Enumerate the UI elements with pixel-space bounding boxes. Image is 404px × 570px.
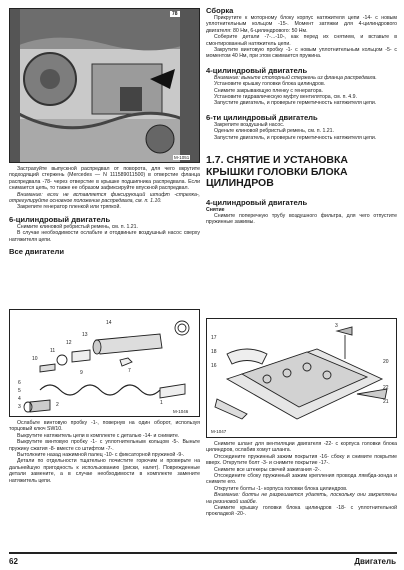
paragraph: Снимите поперечную трубу воздушного фильтра, для чего отпустите пружинные зажимы. (206, 213, 397, 226)
paragraph: Застрахуйте выпускной распредвал от поворота, для чего вкрутите подходящий стержень (Mercedes — N 111589011500) в отверстие фланца распредвала -78- через отверстие в крышке подшипника распредвала. Если снимается цепь, то также ее образом зафиксируйте впускной распредвал. (9, 166, 200, 192)
paragraph: Снимите закрывающую пленку с генератора. (214, 87, 323, 94)
part-label: 5 (18, 388, 21, 394)
paragraph: Выкрутите винтовую пробку -1- с уплотнительным кольцом -5-. Выньте пружину сжатия -8- вместе со штифтом -7-. (9, 439, 200, 452)
section-name: Двигатель (354, 557, 396, 566)
paragraph: Открутите болты -1- корпуса головки блока цилиндров. (214, 485, 348, 492)
paragraph: Детали по отдельности тщательно почистите горючим и проверьте на дальнейшую пригодность к использованию (риски, налет). Поврежденные детали замените, а в случае необходимости в комплекте замените натяжитель цепи. (9, 458, 200, 484)
section-heading: 4-цилиндровый двигатель (206, 65, 308, 75)
paragraph: Соберите детали -7-...-10-, как перед их снятием, и вставьте в смонтированный натяжитель цепи. (206, 34, 397, 47)
page-number: 62 (9, 557, 18, 566)
figure-camshaft-photo (9, 8, 200, 163)
part-label: 10 (32, 356, 38, 362)
part-label: 11 (50, 348, 56, 354)
section-heading: 6-ти цилиндровый двигатель (206, 112, 318, 122)
part-label: 17 (211, 335, 217, 341)
part-label: 18 (211, 349, 217, 355)
paragraph: Закрутите винтовую пробку -1- с новым уплотнительным кольцом -5- с моментом 40 Нм, при этом сжимается пружина. (206, 47, 397, 60)
paragraph: Снимите шланг для вентиляции двигателя -22- с корпуса головки блока цилиндров, ослабив хомут шланга. (206, 441, 397, 454)
camshaft-photo-image (10, 9, 199, 162)
figure-code: M-1047 (211, 429, 227, 434)
paragraph: Закрепите генератор пленкой или тряпкой. (17, 204, 121, 211)
part-label: 9 (80, 370, 83, 376)
part-label: 4 (18, 396, 21, 402)
paragraph-note: Внимание: если не вставляется фиксирующий штифт -стрелка-, отрегулируйте основное положение распредвала, см. п. 1.10. (9, 191, 200, 205)
paragraph: Закрепите воздушный насос. (214, 121, 285, 128)
section-heading: Сборка (206, 6, 234, 15)
paragraph: В случае необходимости ослабьте и отодвиньте воздушный насос сверху натяжителя цепи. (9, 230, 200, 243)
paragraph: Ослабьте винтовую пробку -1-, повернув на один оборот, используя торцовый ключ SW10. (9, 420, 200, 433)
figure-cylinder-head-cover (206, 318, 397, 438)
paragraph: Запустите двигатель, и проверьте герметичность натяжителя цепи. (214, 134, 377, 141)
part-label: 20 (383, 359, 389, 365)
part-label: 21 (383, 399, 389, 405)
part-label: 2 (56, 402, 59, 408)
chapter-title: 1.7. СНЯТИЕ И УСТАНОВКА КРЫШКИ ГОЛОВКИ БЛОКА ЦИЛИНДРОВ (206, 154, 349, 190)
part-label: 3 (335, 323, 338, 329)
paragraph: Прикрутите к моторному блоку корпус натяжителя цепи -14- с новым уплотнительным кольцом -15-. Момент затяжки для 4-цилиндрового двигателя: 80 Нм, 6-цилиндрового: 50 Нм. (206, 15, 397, 34)
paragraph: Снимите все штекеры свечей зажигания -2-. (214, 466, 321, 473)
figure-callout-78: 78 (172, 11, 178, 17)
footer-rule (9, 552, 397, 554)
paragraph: Выкрутите натяжитель цепи в комплекте с деталью -14- и снимите. (17, 432, 180, 439)
figure-code: M-1046 (173, 409, 189, 414)
paragraph: Оденьте клиновой ребристый ремень, см. п. 1.21. (214, 128, 335, 135)
part-label: 22 (383, 385, 389, 391)
paragraph: Отсоедините сбоку пружинный зажим крепления провода лямбда-зонда и снимите его. (206, 473, 397, 486)
paragraph: Вытолкните назад нажимной палец -10- с фиксаторной пружиной -9-. (17, 452, 185, 459)
part-label: 1 (160, 400, 163, 406)
paragraph-note: Внимание: выньте стопорный стержень из фланца распредвала. (214, 74, 377, 81)
subheading-removal: Снятие (206, 206, 225, 213)
figure-tensioner-parts (9, 309, 200, 417)
part-label: 14 (106, 320, 112, 326)
part-label: 7 (128, 368, 131, 374)
paragraph: Запустите двигатель, и проверьте герметичность натяжителя цепи. (214, 100, 377, 107)
paragraph-note: Внимание: болты не разрешается удалять, поскольку они закреплены на резиновой шайбе. (206, 492, 397, 505)
page-footer (0, 550, 404, 570)
paragraph: Снимите клиновой ребристый ремень, см. п. 1.21. (17, 223, 138, 230)
section-heading: 4-цилиндровый двигатель (206, 197, 308, 207)
part-label: 13 (82, 332, 88, 338)
part-label: 16 (211, 363, 217, 369)
section-heading: 6-цилиндровый двигатель (9, 214, 111, 224)
paragraph: Отсоедините пружинный зажим покрытия -16- сбоку и снимите покрытие вверх. Открутите болт -3- и снимите покрытие -17-. (206, 453, 397, 467)
paragraph: Снимите крышку головки блока цилиндров -18- с уплотнительной прокладкой -20-. (206, 505, 397, 518)
paragraph: Установите крышку головки блока цилиндров. (214, 81, 326, 88)
paragraph: Установите гидравлическую муфту вентилятора, см. п. 4.9. (214, 94, 357, 101)
tensioner-parts-drawing (10, 310, 199, 416)
part-label: 3 (18, 404, 21, 410)
section-heading: Все двигатели (9, 247, 65, 257)
cylinder-head-cover-drawing (207, 319, 396, 437)
part-label: 12 (66, 340, 72, 346)
figure-code: M-1051 (174, 155, 190, 160)
part-label: 6 (18, 380, 21, 386)
